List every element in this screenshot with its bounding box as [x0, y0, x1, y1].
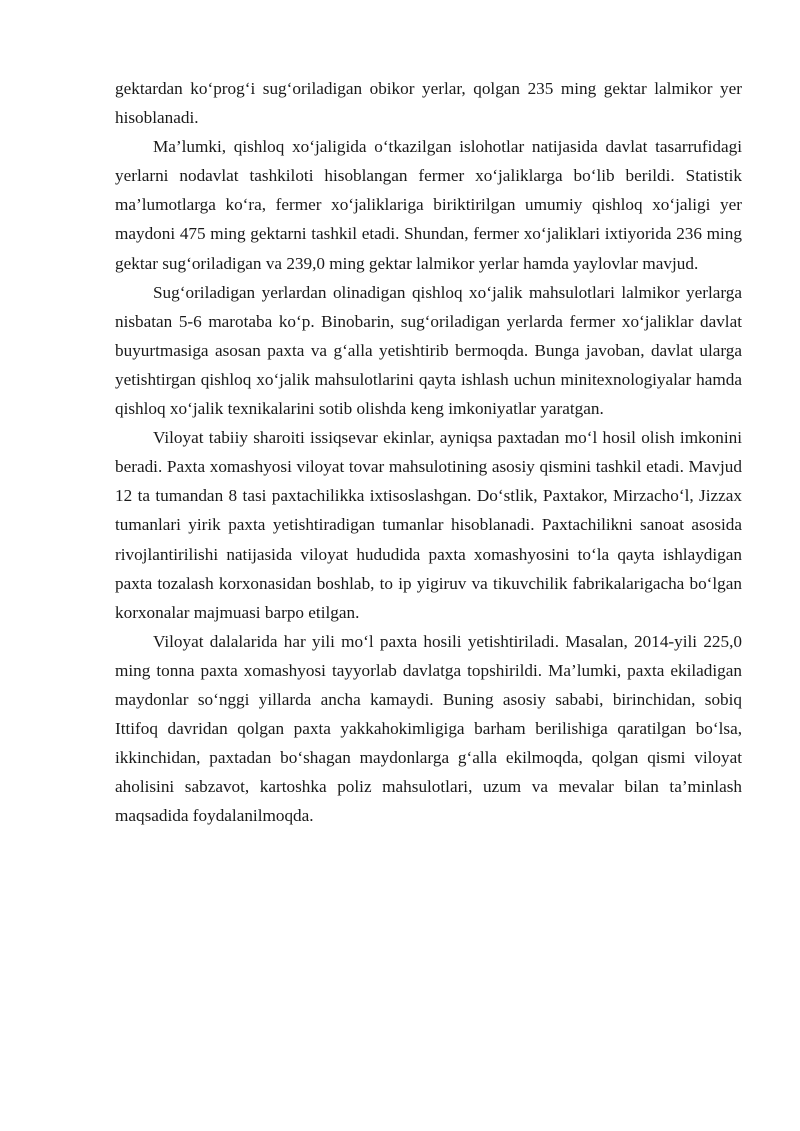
paragraph-land-reform: Ma’lumki, qishloq xo‘jaligida o‘tkazilgan islohotlar natijasida davlat tasarrufidagi yerlarni nodavlat tashkiloti hisoblangan fermer xo‘jaliklarga bo‘lib berildi. Statistik ma’lumotlarga ko‘ra, fermer xo‘jaliklariga biriktirilgan umumiy qishloq xo‘jaligi yer maydoni 475 ming gektarni tashkil etadi. Shundan, fermer xo‘jaliklari ixtiyorida 236 ming gektar sug‘oriladigan va 239,0 ming gektar lalmikor yerlar hamda yaylovlar mavjud. [115, 137, 742, 273]
paragraph-cotton-harvest: Viloyat dalalarida har yili mo‘l paxta hosili yetishtiriladi. Masalan, 2014-yili 225,0 ming tonna paxta xomashyosi tayyorlab davlatga topshirildi. Ma’lumki, paxta ekiladigan maydonlar so‘nggi yillarda ancha kamaydi. Buning asosiy sababi, birinchidan, sobiq Ittifoq davridan qolgan paxta yakkahokimligiga barham berilishiga qaratilgan bo‘lsa, ikkinchidan, paxtadan bo‘shagan maydonlarga g‘alla ekilmoqda, qolgan qismi viloyat aholisini sabzavot, kartoshka poliz mahsulotlari, uzum va mevalar bilan ta’minlash maqsadida foydalanilmoqda. [115, 631, 742, 826]
paragraph-continuation: gektardan ko‘prog‘i sug‘oriladigan obikor yerlar, qolgan 235 ming gektar lalmikor yer hisoblanadi. [115, 79, 742, 128]
paragraph-cotton-industry: Viloyat tabiiy sharoiti issiqsevar ekinlar, ayniqsa paxtadan mo‘l hosil olish imkonini beradi. Paxta xomashyosi viloyat tovar mahsulotining asosiy qismini tashkil etadi. Mavjud 12 ta tumandan 8 tasi paxtachilikka ixtisoslashgan. Do‘stlik, Paxtakor, Mirzacho‘l, Jizzax tumanlari yirik paxta yetishtiradigan tumanlar hisoblanadi. Paxtachilikni sanoat asosida rivojlantirilishi natijasida viloyat hududida paxta xomashyosini to‘la qayta ishlaydigan paxta tozalash korxonasidan boshlab, to ip yigiruv va tikuvchilik fabrikalarigacha bo‘lgan korxonalar majmuasi barpo etilgan. [115, 428, 742, 622]
paragraph-irrigated-lands: Sug‘oriladigan yerlardan olinadigan qishloq xo‘jalik mahsulotlari lalmikor yerlarga nisbatan 5-6 marotaba ko‘p. Binobarin, sug‘oriladigan yerlarda fermer xo‘jaliklar davlat buyurtmasiga asosan paxta va g‘alla yetishtirib bermoqda. Bunga javoban, davlat ularga yetishtirgan qishloq xo‘jalik mahsulotlarini qayta ishlash uchun minitexnologiyalar hamda qishloq xo‘jalik texnikalarini sotib olishda keng imkoniyatlar yaratgan. [115, 282, 742, 419]
document-body [115, 74, 742, 830]
